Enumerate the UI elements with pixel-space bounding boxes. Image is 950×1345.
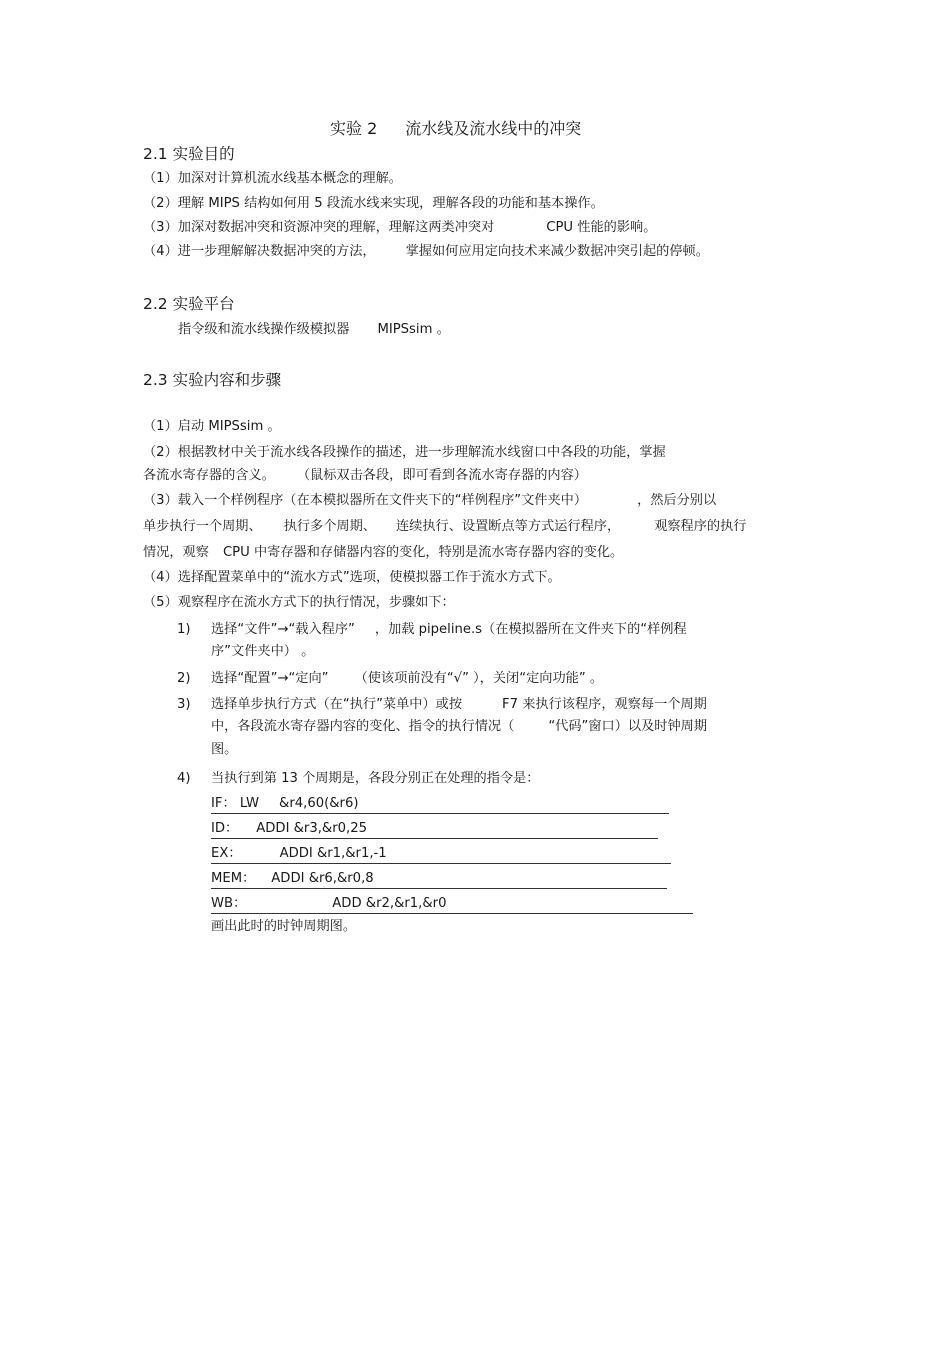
- step-3-line-2-c: 连续执行、设置断点等方式运行程序，: [396, 519, 621, 534]
- stage-mem-instr: ADDI &r6,&r0,8: [271, 871, 374, 886]
- stage-id-instr: ADDI &r3,&r0,25: [256, 821, 368, 836]
- objective-item-3-b: CPU 性能的影响。: [546, 220, 657, 235]
- stage-id-label: ID：: [211, 821, 239, 836]
- stage-ex-line: [211, 845, 671, 864]
- substep-1-line-1-b: ，加载 pipeline.s（在模拟器所在文件夹下的“样例程: [374, 622, 687, 637]
- objective-item-4: [143, 243, 709, 261]
- stage-wb-instr: ADD &r2,&r1,&r0: [332, 896, 447, 911]
- stage-ex-label: EX：: [211, 846, 242, 861]
- section-heading-2-1: 2.1 实验目的: [143, 145, 235, 163]
- step-3-line-3-b: CPU 中寄存器和存储器内容的变化，特别是流水寄存器内容的变化。: [222, 545, 624, 560]
- substep-1-line-1-a: 选择“文件”→“载入程序”: [211, 622, 355, 637]
- objective-item-4-b: 掌握如何应用定向技术来减少数据冲突引起的停顿。: [405, 244, 709, 259]
- substep-4-number: 4): [177, 771, 191, 786]
- step-3-line-2: [143, 518, 747, 536]
- step-2-line-2-a: 各流水寄存器的含义。: [143, 468, 275, 483]
- substep-2-line-1-a: 选择“配置”→“定向”: [211, 671, 329, 686]
- substep-2-line-1: [211, 670, 603, 688]
- step-3-line-1: [143, 492, 716, 510]
- platform-text: [178, 321, 450, 339]
- stage-ex-instr: ADDI &r1,&r1,-1: [279, 846, 387, 861]
- substep-2-line-1-b: （使该项前没有“√” ），关闭“定向功能” 。: [354, 671, 604, 686]
- substep-1-number: 1): [177, 622, 191, 637]
- substep-3-line-3: 图。: [211, 742, 238, 757]
- title-text: 流水线及流水线中的冲突: [405, 119, 582, 138]
- substep-4-line-1: 当执行到第 13 个周期是，各段分别正在处理的指令是：: [211, 771, 540, 786]
- step-2-line-2: [143, 467, 587, 485]
- objective-item-3: [143, 219, 656, 237]
- stage-id-line: [211, 820, 658, 839]
- stage-wb-label: WB：: [211, 896, 247, 911]
- stage-wb-line: [211, 895, 693, 914]
- stage-if-line: [211, 795, 669, 814]
- stage-if-label: IF： LW: [211, 796, 260, 811]
- step-3-line-1-a: （3）载入一个样例程序（在本模拟器所在文件夹下的“样例程序”文件夹中）: [143, 493, 588, 508]
- step-3-line-2-d: 观察程序的执行: [654, 519, 747, 534]
- substep-2-number: 2): [177, 671, 191, 686]
- step-3-line-3: [143, 544, 623, 562]
- platform-text-a: 指令级和流水线操作级模拟器: [178, 322, 350, 337]
- substep-3-line-2-a: 中，各段流水寄存器内容的变化、指令的执行情况（: [211, 719, 515, 734]
- step-3-line-3-a: 情况，观察: [143, 545, 209, 560]
- step-3-line-1-b: ，然后分别以: [637, 493, 717, 508]
- substep-3-line-1-b: F7 来执行该程序，观察每一个周期: [502, 697, 707, 712]
- step-2-line-1: （2）根据教材中关于流水线各段操作的描述，进一步理解流水线窗口中各段的功能，掌握: [143, 445, 666, 460]
- section-heading-2-3: 2.3 实验内容和步骤: [143, 371, 282, 389]
- objective-item-2: （2）理解 MIPS 结构如何用 5 段流水线来实现，理解各段的功能和基本操作。: [143, 196, 604, 211]
- substep-3-line-2: [211, 718, 707, 736]
- substep-1-line-2: 序”文件夹中） 。: [211, 644, 315, 659]
- step-3-line-2-b: 执行多个周期、: [283, 519, 376, 534]
- objective-item-3-a: （3）加深对数据冲突和资源冲突的理解，理解这两类冲突对: [143, 220, 495, 235]
- stage-mem-line: [211, 870, 667, 889]
- substep-3-line-2-b: “代码”窗口）以及时钟周期: [548, 719, 708, 734]
- page-title: [330, 120, 581, 138]
- stage-mem-label: MEM：: [211, 871, 256, 886]
- stage-if-instr: &r4,60(&r6): [279, 796, 359, 811]
- substep-3-line-1: [211, 696, 707, 714]
- step-2-line-2-b: （鼠标双击各段，即可看到各流水寄存器的内容）: [296, 468, 587, 483]
- substep-3-number: 3): [177, 697, 191, 712]
- objective-item-1: （1）加深对计算机流水线基本概念的理解。: [143, 171, 402, 186]
- platform-text-b: MIPSsim 。: [377, 322, 450, 337]
- title-number: 实验 2: [330, 119, 378, 138]
- final-instruction: 画出此时的时钟周期图。: [211, 919, 357, 934]
- step-3-line-2-a: 单步执行一个周期、: [143, 519, 262, 534]
- substep-3-line-1-a: 选择单步执行方式（在“执行”菜单中）或按: [211, 697, 463, 712]
- objective-item-4-a: （4）进一步理解解决数据冲突的方法，: [143, 244, 376, 259]
- section-heading-2-2: 2.2 实验平台: [143, 295, 235, 313]
- step-4: （4）选择配置菜单中的“流水方式”选项，使模拟器工作于流水方式下。: [143, 570, 561, 585]
- substep-1-line-1: [211, 621, 687, 639]
- step-5: （5）观察程序在流水方式下的执行情况，步骤如下：: [143, 595, 455, 610]
- step-1: （1）启动 MIPSsim 。: [143, 419, 281, 434]
